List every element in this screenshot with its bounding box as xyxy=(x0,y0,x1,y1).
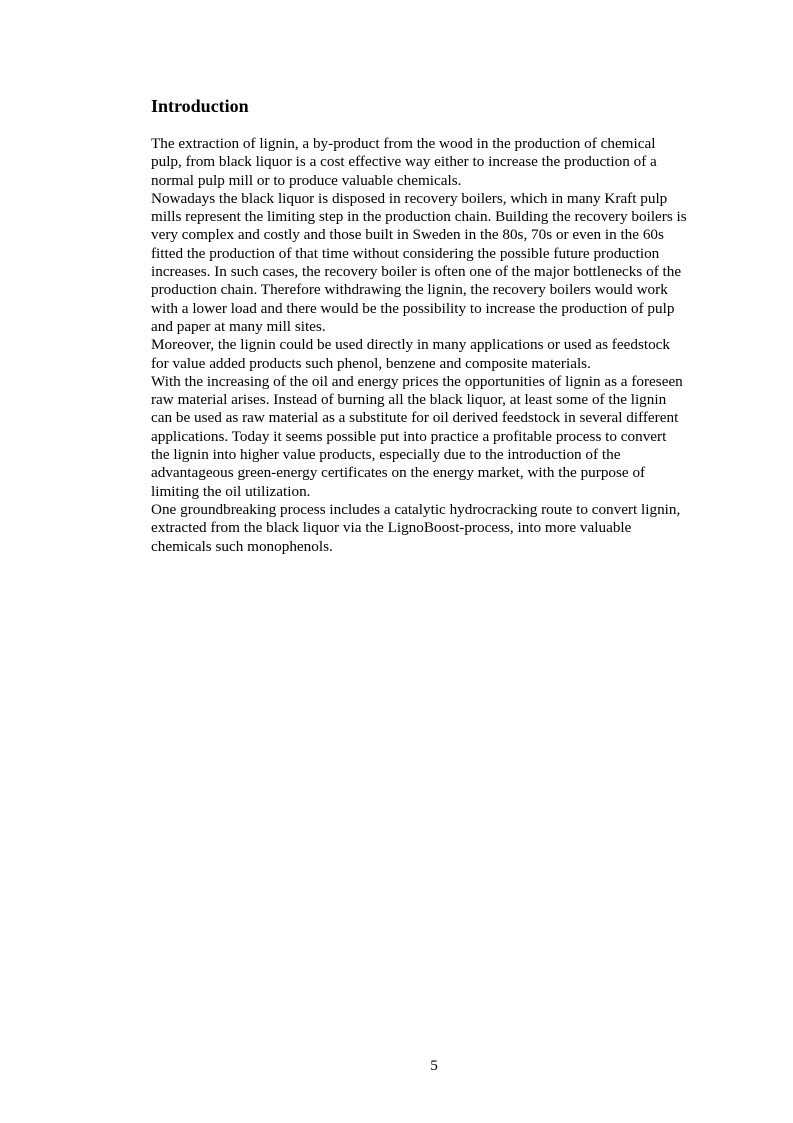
text-line: applications. Today it seems possible put into practice a profitable process to convert xyxy=(151,427,667,445)
text-line: can be used as raw material as a substitute for oil derived feedstock in several different xyxy=(151,409,679,427)
text-line: raw material arises. Instead of burning all the black liquor, at least some of the lignin xyxy=(151,391,667,409)
text-line: for value added products such phenol, benzene and composite materials. xyxy=(151,354,591,372)
text-line: production chain. Therefore withdrawing the lignin, the recovery boilers would work xyxy=(151,281,668,299)
text-line: extracted from the black liquor via the LignoBoost-process, into more valuable xyxy=(151,519,632,537)
text-line: Nowadays the black liquor is disposed in recovery boilers, which in many Kraft pulp xyxy=(151,189,668,207)
text-line: and paper at many mill sites. xyxy=(151,317,326,335)
text-line: the lignin into higher value products, especially due to the introduction of the xyxy=(151,446,621,464)
text-line: increases. In such cases, the recovery boiler is often one of the major bottlenecks of the xyxy=(151,263,682,281)
section-heading: Introduction xyxy=(151,96,249,116)
text-line: The extraction of lignin, a by-product from the wood in the production of chemical xyxy=(151,135,656,152)
body-text xyxy=(151,135,731,556)
text-line: pulp, from black liquor is a cost effective way either to increase the production of a xyxy=(151,153,657,171)
text-line: advantageous green-energy certificates on the energy market, with the purpose of xyxy=(151,464,646,482)
text-line: very complex and costly and those built in Sweden in the 80s, 70s or even in the 60s xyxy=(151,226,664,244)
text-line: normal pulp mill or to produce valuable chemicals. xyxy=(151,171,462,189)
text-line: fitted the production of that time without considering the possible future production xyxy=(151,244,660,262)
text-line: limiting the oil utilization. xyxy=(151,482,311,500)
text-line: with a lower load and there would be the possibility to increase the production of pulp xyxy=(151,299,675,317)
text-line: mills represent the limiting step in the production chain. Building the recovery boilers is xyxy=(151,208,687,226)
page-number: 5 xyxy=(430,1057,438,1074)
text-line: With the increasing of the oil and energy prices the opportunities of lignin as a foreseen xyxy=(151,372,683,390)
text-line: chemicals such monophenols. xyxy=(151,537,333,555)
text-line: Moreover, the lignin could be used directly in many applications or used as feedstock xyxy=(151,336,670,354)
text-line: One groundbreaking process includes a catalytic hydrocracking route to convert lignin, xyxy=(151,500,681,518)
